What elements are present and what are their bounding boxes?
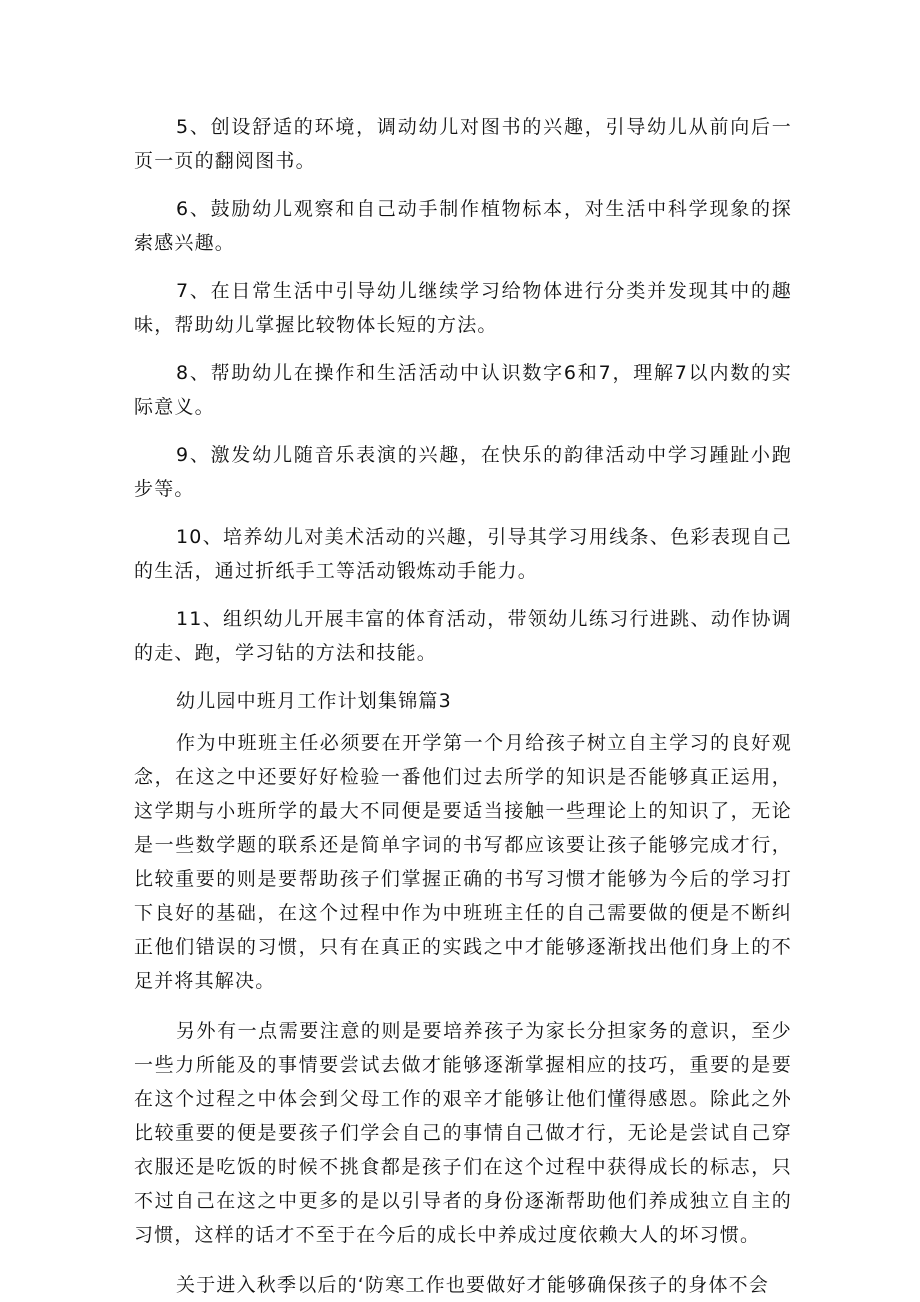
list-item-8: 8、帮助幼儿在操作和生活活动中认识数字6和7，理解7以内数的实际意义。 (134, 362, 792, 418)
list-item-10: 10、培养幼儿对美术活动的兴趣，引导其学习用线条、色彩表现自己的生活，通过折纸手工等活动锻炼动手能力。 (134, 526, 792, 582)
list-item-9: 9、激发幼儿随音乐表演的兴趣，在快乐的韵律活动中学习踵趾小跑步等。 (134, 444, 792, 500)
list-item-6: 6、鼓励幼儿观察和自己动手制作植物标本，对生活中科学现象的探索感兴趣。 (134, 198, 792, 254)
list-item-5: 5、创设舒适的环境，调动幼儿对图书的兴趣，引导幼儿从前向后一页一页的翻阅图书。 (134, 116, 792, 172)
list-item-11: 11、组织幼儿开展丰富的体育活动，带领幼儿练习行进跳、动作协调的走、跑，学习钻的方法和技能。 (134, 608, 792, 664)
section-heading: 幼儿园中班月工作计划集锦篇3 (176, 690, 452, 712)
body-paragraph: 关于进入秋季以后的‘防寒工作也要做好才能够确保孩子的身体不会 (176, 1274, 770, 1296)
body-paragraph: 另外有一点需要注意的则是要培养孩子为家长分担家务的意识，至少一些力所能及的事情要尝试去做才能够逐渐掌握相应的技巧，重要的是要在这个过程之中体会到父母工作的艰辛才能够让他们懂得感恩。除此之外比较重要的便是要孩子们学会自己的事情自己做才行，无论是尝试自己穿衣服还是吃饭的时候不挑食都是孩子们在这个过程中获得成长的标志，只不过自己在这之中更多的是以引导者的身份逐渐帮助他们养成独立自主的习惯，这样的话才不至于在今后的成长中养成过度依赖大人的坏习惯。 (134, 1020, 792, 1246)
body-paragraph: 作为中班班主任必须要在开学第一个月给孩子树立自主学习的良好观念，在这之中还要好好检验一番他们过去所学的知识是否能够真正运用，这学期与小班所学的最大不同便是要适当接触一些理论上的知识了，无论是一些数学题的联系还是简单字词的书写都应该要让孩子能够完成才行，比较重要的则是要帮助孩子们掌握正确的书写习惯才能够为今后的学习打下良好的基础，在这个过程中作为中班班主任的自己需要做的便是不断纠正他们错误的习惯，只有在真正的实践之中才能够逐渐找出他们身上的不足并将其解决。 (134, 732, 792, 992)
list-item-7: 7、在日常生活中引导幼儿继续学习给物体进行分类并发现其中的趣味，帮助幼儿掌握比较物体长短的方法。 (134, 280, 792, 336)
